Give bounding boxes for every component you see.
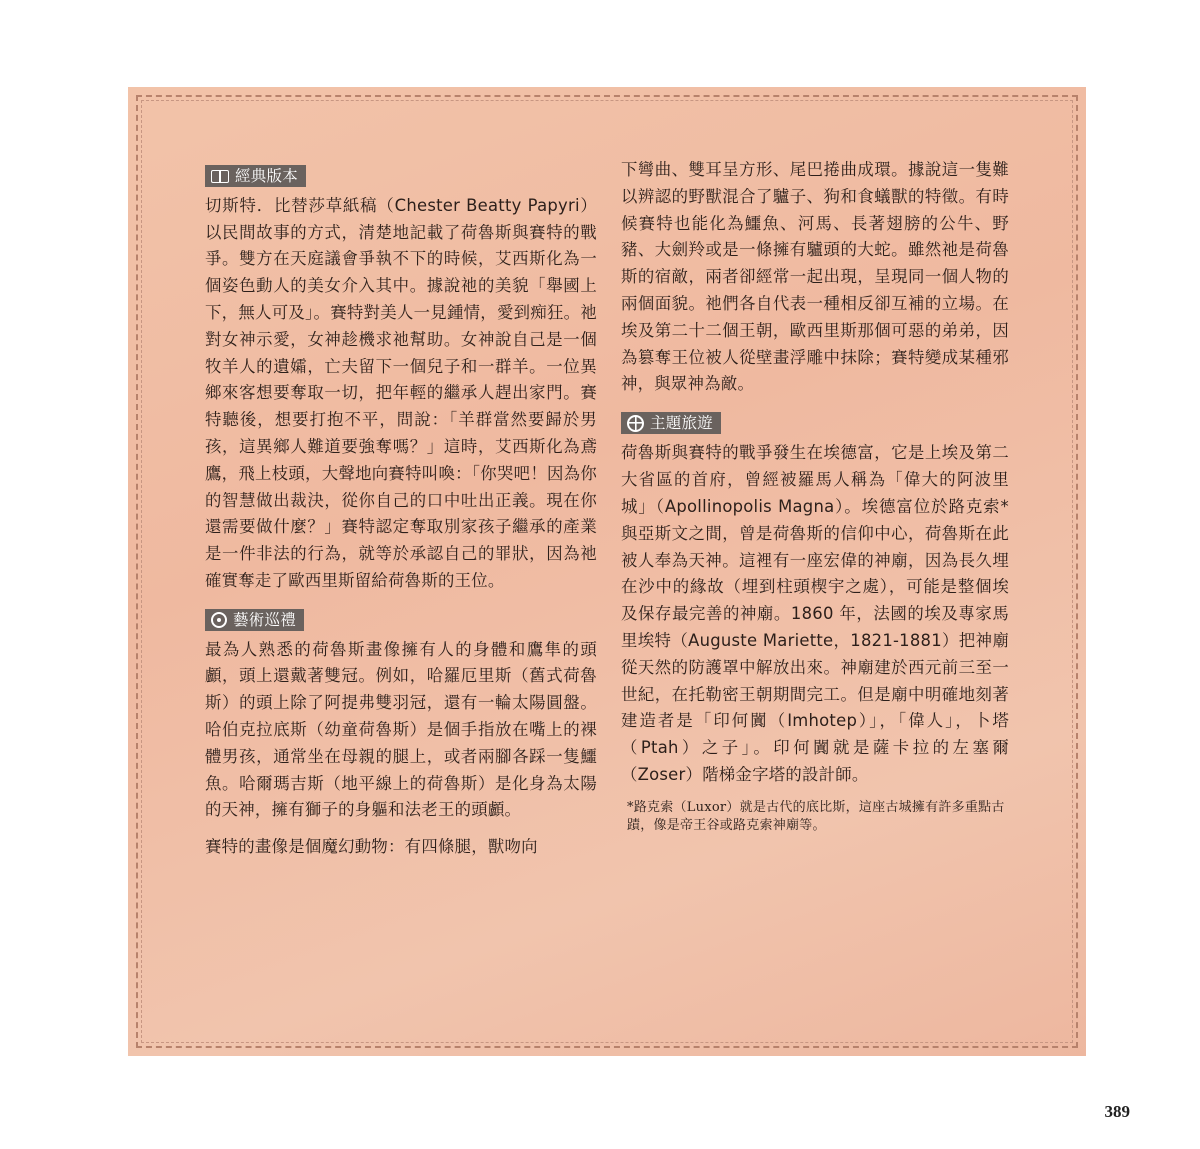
right-column (621, 157, 1009, 835)
book-icon (211, 168, 229, 184)
sidebar-panel (128, 87, 1086, 1056)
section-heading-classic-version (205, 165, 306, 187)
section-heading-theme-travel (621, 412, 721, 434)
section-body-classic-version: 切斯特．比替莎草紙稿（Chester Beatty Papyri）以民間故事的方式，清楚地記載了荷魯斯與賽特的戰爭。雙方在天庭議會爭執不下的時候，艾西斯化為一個姿色動人的美女介入其中。據說祂的美貌「舉國上下，無人可及」。賽特對美人一見鍾情，愛到痴狂。祂對女神示愛，女神趁機求祂幫助。女神說自己是一個牧羊人的遺孀，亡夫留下一個兒子和一群羊。一位異鄉來客想要奪取一切，把年輕的繼承人趕出家門。賽特聽後，想要打抱不平，問說：「羊群當然要歸於男孩，這異鄉人難道要強奪嗎？」這時，艾西斯化為鳶鷹，飛上枝頭，大聲地向賽特叫喚：「你哭吧！因為你的智慧做出裁決，從你自己的口中吐出正義。現在你還需要做什麼？」賽特認定奪取別家孩子繼承的產業是一件非法的行為，就等於承認自己的罪狀，因為祂確實奪走了歐西里斯留給荷魯斯的王位。 (205, 195, 597, 590)
page-number: 389 (1104, 1102, 1130, 1121)
eye-icon (211, 612, 227, 628)
section-heading-label: 主題旅遊 (650, 414, 714, 433)
globe-icon (627, 415, 644, 432)
left-column (205, 159, 597, 861)
section-heading-label: 藝術巡禮 (233, 610, 297, 629)
continued-paragraph: 下彎曲、雙耳呈方形、尾巴捲曲成環。據說這一隻難以辨認的野獸混合了驢子、狗和食蟻獸的特徵。有時候賽特也能化為鱷魚、河馬、長著翅膀的公牛、野豬、大劍羚或是一條擁有驢頭的大蛇。雖然祂是荷魯斯的宿敵，兩者卻經常一起出現，呈現同一個人物的兩個面貌。祂們各自代表一種相反卻互補的立場。在埃及第二十二個王朝，歐西里斯那個可惡的弟弟，因為篡奪王位被人從壁畫浮雕中抹除；賽特變成某種邪神，與眾神為敵。 (621, 160, 1009, 394)
footnote: *路克索（Luxor）就是古代的底比斯，這座古城擁有許多重點古蹟，像是帝王谷或路克索神廟等。 (627, 799, 1005, 833)
section-heading-label: 經典版本 (235, 167, 299, 185)
section-body-art-tour: 最為人熟悉的荷魯斯畫像擁有人的身體和鷹隼的頭顱，頭上還戴著雙冠。例如，哈羅厄里斯（舊式荷魯斯）的頭上除了阿提弗雙羽冠，還有一輪太陽圓盤。哈伯克拉底斯（幼童荷魯斯）是個手指放在嘴上的裸體男孩，通常坐在母親的腿上，或者兩腳各踩一隻鱷魚。哈爾瑪吉斯（地平線上的荷魯斯）是化身為太陽的天神，擁有獅子的身軀和法老王的頭顱。 (205, 639, 597, 820)
section-body-art-tour-continued: 賽特的畫像是個魔幻動物：有四條腿，獸吻向 (205, 837, 538, 857)
section-heading-art-tour (205, 609, 304, 631)
section-body-theme-travel: 荷魯斯與賽特的戰爭發生在埃德富，它是上埃及第二大省區的首府，曾經被羅馬人稱為「偉大的阿波里城」（Apollinopolis Magna）。埃德富位於路克索*與亞斯文之間，曾是荷魯斯的信仰中心，荷魯斯在此被人奉為天神。這裡有一座宏偉的神廟，因為長久埋在沙中的緣故（埋到柱頭楔宇之處），可能是整個埃及保存最完善的神廟。1860 年，法國的埃及專家馬里埃特（Auguste Mariette，1821-1881）把神廟從天然的防護罩中解放出來。神廟建於西元前三至一世紀，在托勒密王朝期間完工。但是廟中明確地刻著建造者是「印何闐（Imhotep）」，「偉人」，卜塔（Ptah）之子」。印何闐就是薩卡拉的左塞爾（Zoser）階梯金字塔的設計師。 (621, 443, 1009, 785)
